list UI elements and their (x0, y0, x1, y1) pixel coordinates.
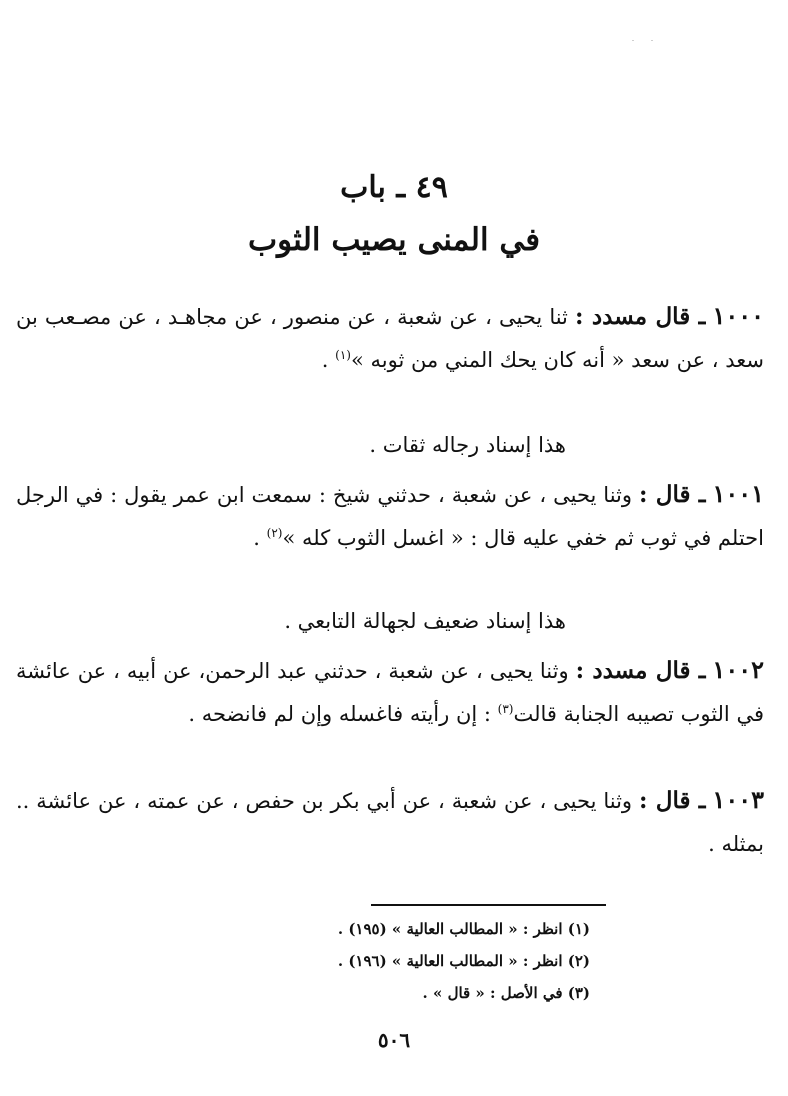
footnote: (٣) في الأصل : « قال » . (422, 984, 590, 1002)
entry-number: ١٠٠٠ (712, 301, 764, 330)
chapter-title: في المنى يصيب الثوب (247, 222, 541, 258)
entry-text: ثنا يحيى ، عن شعبة ، عن منصور ، عن مجاهـد ، عن مصـعب بن سعد ، عن سعد « أنه كان يحك المني من ثوبه » (16, 305, 764, 372)
entry-tail: : إن رأيته فاغسله وإن لم فانضحه . (188, 702, 498, 726)
entry-text: وثنا يحيى ، عن شعبة ، حدثني عبد الرحمن، عن أبيه ، عن عائشة في الثوب تصيبه الجنابة قالت (16, 659, 764, 726)
chapter-number: ٤٩ ـ باب (340, 170, 448, 205)
footnote-divider (371, 904, 606, 906)
entry-tail: . (253, 526, 267, 550)
entry-number: ١٠٠٣ (712, 785, 764, 814)
hadith-entry (16, 294, 764, 382)
footnote-ref: (٢) (266, 526, 283, 540)
footnote: (٢) انظر : « المطالب العالية » (١٩٦) . (337, 952, 590, 970)
entry-lead: ـ قال مسدد : (575, 657, 706, 684)
isnad-grade: هذا إسناد رجاله ثقات . (369, 433, 566, 457)
hadith-entry (16, 472, 764, 560)
entry-lead: ـ قال : (638, 481, 706, 508)
entry-number: ١٠٠٢ (712, 655, 764, 684)
footnote-ref: (٣) (497, 702, 514, 716)
entry-tail: . (321, 348, 336, 372)
footnote: (١) انظر : « المطالب العالية » (١٩٥) . (337, 920, 590, 938)
hadith-entry (16, 648, 764, 736)
entry-number: ١٠٠١ (712, 479, 764, 508)
scan-speck (651, 40, 653, 41)
entry-lead: ـ قال مسدد : (575, 303, 706, 330)
entry-text: وثنا يحيى ، عن شعبة ، عن أبي بكر بن حفص ، عن عمته ، عن عائشة .. بمثله . (16, 789, 764, 856)
footnote-ref: (١) (335, 348, 351, 362)
scan-speck (632, 40, 634, 41)
page-number: ٥٠٦ (377, 1028, 411, 1052)
hadith-entry (16, 778, 764, 866)
entry-lead: ـ قال : (639, 787, 706, 814)
isnad-grade: هذا إسناد ضعيف لجهالة التابعي . (284, 609, 566, 633)
entry-text: وثنا يحيى ، عن شعبة ، حدثني شيخ : سمعت ابن عمر يقول : في الرجل احتلم في ثوب ثم خفي عليه قال : « اغسل الثوب كله » (16, 483, 764, 550)
